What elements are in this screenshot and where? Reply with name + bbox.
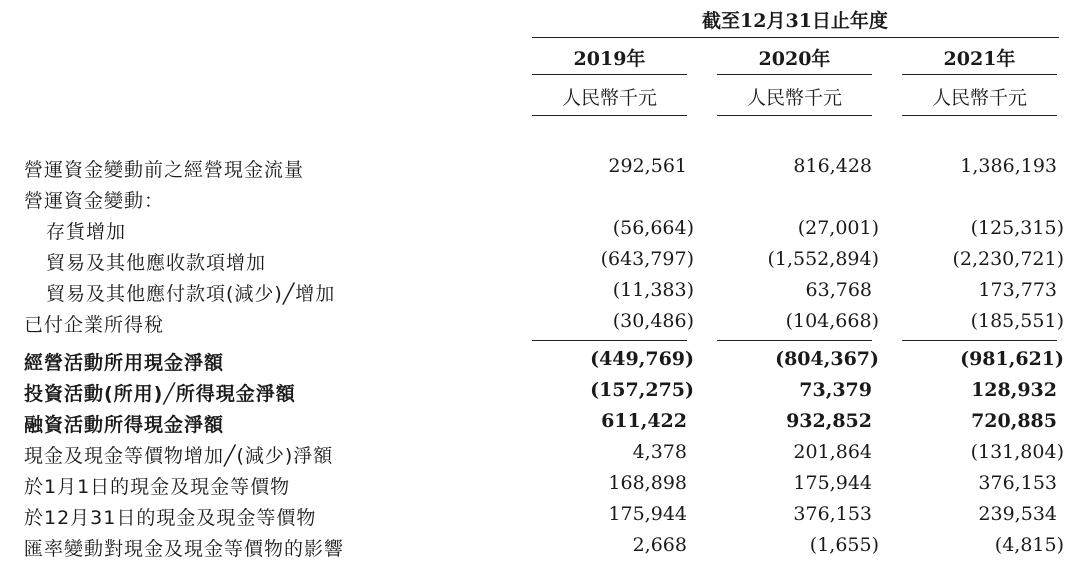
row-label: 於1月1日的現金及現金等價物 bbox=[24, 476, 291, 498]
table-row bbox=[0, 379, 1080, 410]
value-2019: (449,769) bbox=[590, 348, 694, 370]
row-label: 匯率變動對現金及現金等價物的影響 bbox=[24, 538, 345, 560]
value-2019: 168,898 bbox=[608, 472, 687, 494]
value-2020: (27,001) bbox=[797, 217, 879, 239]
value-2020: 816,428 bbox=[793, 155, 872, 177]
table-row bbox=[0, 472, 1080, 503]
value-2020: 932,852 bbox=[786, 410, 872, 432]
column-rule bbox=[902, 115, 1057, 116]
table-row bbox=[0, 248, 1080, 279]
table-row bbox=[0, 310, 1080, 341]
value-2021: (131,804) bbox=[970, 441, 1064, 463]
table-row bbox=[0, 279, 1080, 310]
row-label: 現金及現金等價物增加╱(減少)淨額 bbox=[24, 445, 334, 467]
subtotal-rule bbox=[902, 340, 1057, 341]
period-heading: 截至12月31日止年度 bbox=[702, 10, 888, 32]
row-label: 已付企業所得稅 bbox=[24, 314, 165, 336]
row-label: 營運資金變動前之經營現金流量 bbox=[24, 159, 305, 181]
unit-label: 人民幣千元 bbox=[746, 87, 842, 109]
value-2020: 63,768 bbox=[805, 279, 872, 301]
value-2020: (104,668) bbox=[785, 310, 879, 332]
value-2020: (1,655) bbox=[809, 534, 879, 556]
table-row bbox=[0, 155, 1080, 186]
value-2021: (4,815) bbox=[994, 534, 1064, 556]
row-label: 於12月31日的現金及現金等價物 bbox=[24, 507, 317, 529]
value-2019: 611,422 bbox=[601, 410, 687, 432]
value-2019: 2,668 bbox=[632, 534, 687, 556]
table-row bbox=[0, 186, 1080, 217]
value-2020: 175,944 bbox=[793, 472, 872, 494]
subtotal-rule bbox=[532, 340, 687, 341]
row-label: 營運資金變動： bbox=[24, 190, 165, 212]
value-2020: (804,367) bbox=[775, 348, 879, 370]
value-2020: 73,379 bbox=[799, 379, 872, 401]
year-label: 2019年 bbox=[573, 48, 646, 70]
value-2021: (125,315) bbox=[970, 217, 1064, 239]
value-2019: (11,383) bbox=[612, 279, 694, 301]
value-2019: 292,561 bbox=[608, 155, 687, 177]
value-2019: (643,797) bbox=[600, 248, 694, 270]
value-2021: 239,534 bbox=[978, 503, 1057, 525]
table-row bbox=[0, 348, 1080, 379]
table-row bbox=[0, 534, 1080, 565]
row-label: 存貨增加 bbox=[46, 221, 127, 243]
row-label: 融資活動所得現金淨額 bbox=[24, 414, 225, 436]
row-label: 貿易及其他應付款項(減少)╱增加 bbox=[46, 283, 336, 305]
unit-label: 人民幣千元 bbox=[931, 87, 1027, 109]
value-2020: 376,153 bbox=[793, 503, 872, 525]
value-2019: (56,664) bbox=[612, 217, 694, 239]
row-label: 投資活動(所用)╱所得現金淨額 bbox=[24, 383, 296, 405]
year-label: 2021年 bbox=[943, 48, 1016, 70]
value-2021: 720,885 bbox=[971, 410, 1057, 432]
subtotal-rule bbox=[717, 340, 872, 341]
value-2021: 173,773 bbox=[978, 279, 1057, 301]
column-rule bbox=[717, 115, 872, 116]
value-2019: 4,378 bbox=[632, 441, 687, 463]
column-rule bbox=[532, 115, 687, 116]
value-2021: 1,386,193 bbox=[960, 155, 1057, 177]
table-row bbox=[0, 217, 1080, 248]
row-label: 經營活動所用現金淨額 bbox=[24, 352, 225, 374]
value-2021: (2,230,721) bbox=[952, 248, 1064, 270]
value-2021: (185,551) bbox=[970, 310, 1064, 332]
table-row bbox=[0, 410, 1080, 441]
value-2019: 175,944 bbox=[608, 503, 687, 525]
table-row bbox=[0, 441, 1080, 472]
value-2020: (1,552,894) bbox=[767, 248, 879, 270]
value-2021: (981,621) bbox=[960, 348, 1064, 370]
unit-label: 人民幣千元 bbox=[561, 87, 657, 109]
value-2020: 201,864 bbox=[793, 441, 872, 463]
column-rule bbox=[717, 74, 872, 75]
column-rule bbox=[902, 74, 1057, 75]
period-rule bbox=[532, 37, 1059, 38]
value-2019: (30,486) bbox=[612, 310, 694, 332]
value-2019: (157,275) bbox=[590, 379, 694, 401]
value-2021: 128,932 bbox=[971, 379, 1057, 401]
year-label: 2020年 bbox=[758, 48, 831, 70]
value-2021: 376,153 bbox=[978, 472, 1057, 494]
column-rule bbox=[532, 74, 687, 75]
table-row bbox=[0, 503, 1080, 534]
row-label: 貿易及其他應收款項增加 bbox=[46, 252, 267, 274]
